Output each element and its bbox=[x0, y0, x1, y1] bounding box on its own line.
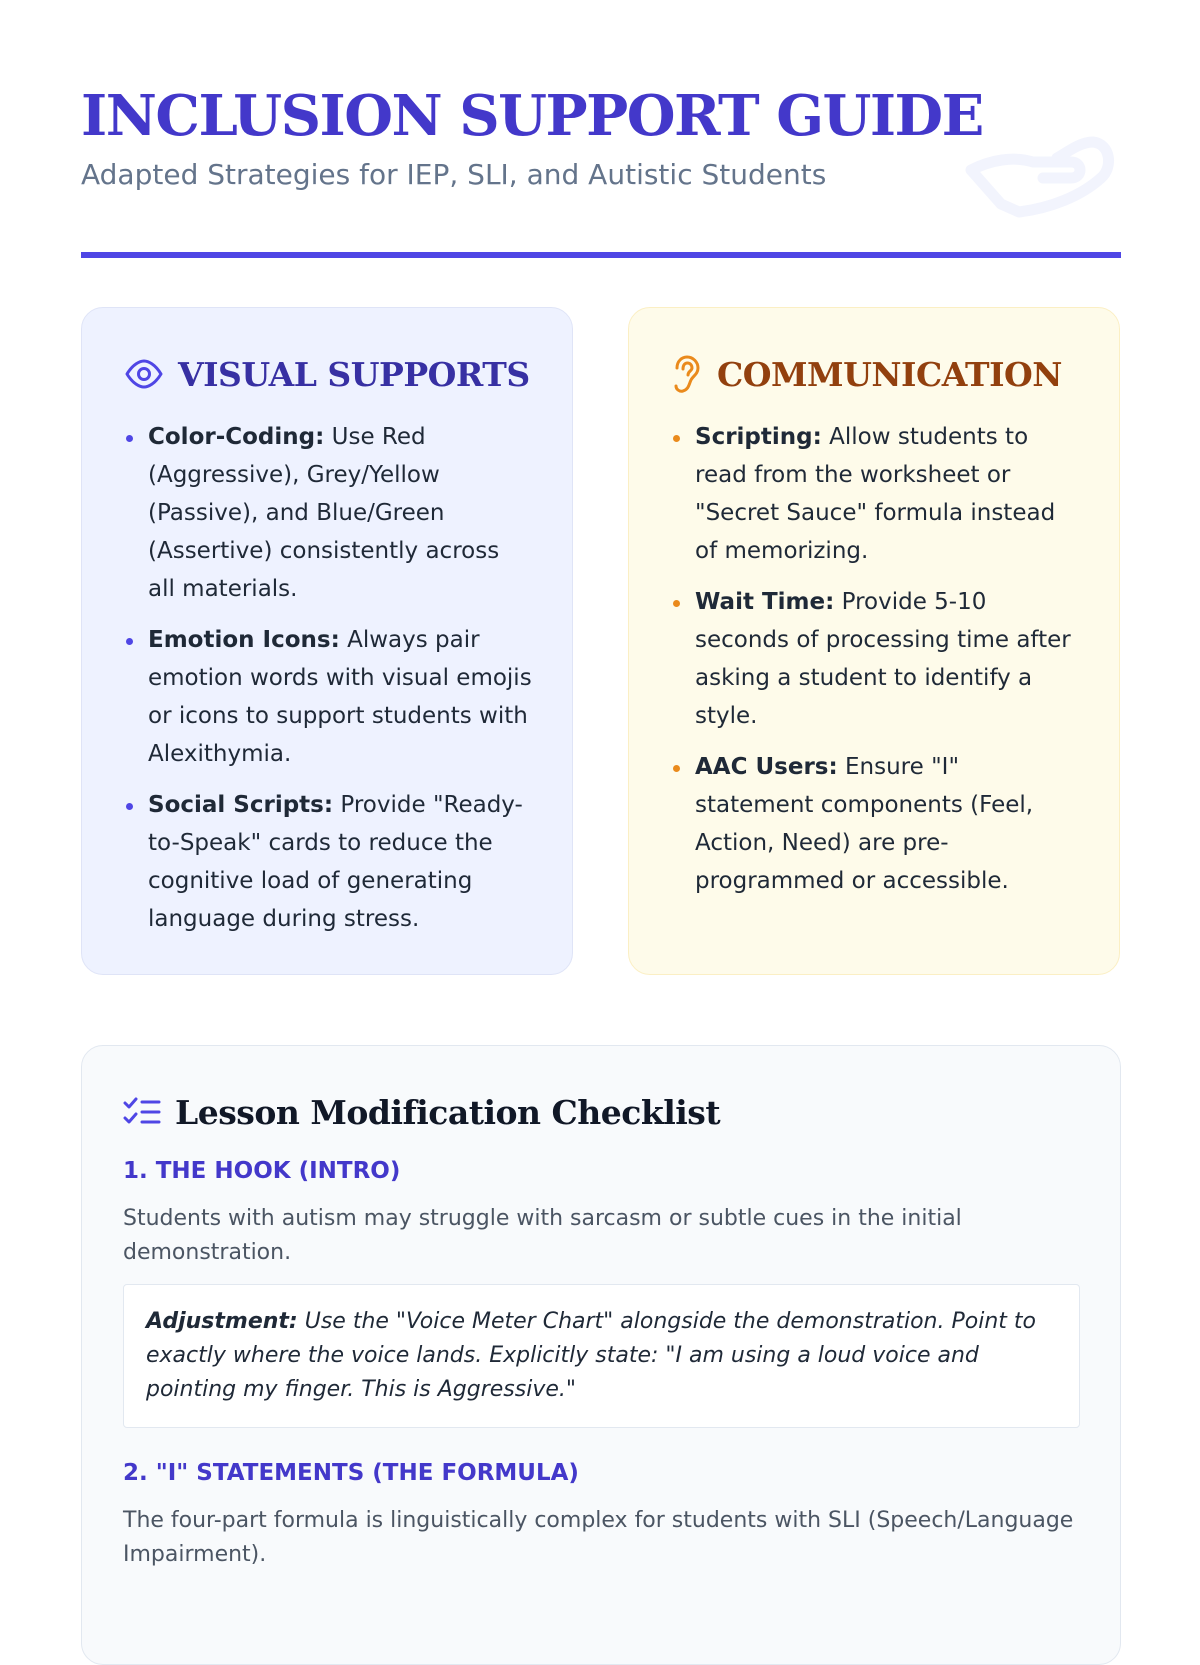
checklist-header bbox=[123, 1088, 1080, 1136]
adjustment-box bbox=[123, 1284, 1080, 1428]
helping-hand-icon bbox=[961, 112, 1121, 222]
page bbox=[81, 0, 1121, 1567]
item-text: Always pair emotion words with visual emojis or icons to support students with Alexithymia. bbox=[148, 627, 532, 767]
list-item bbox=[124, 621, 532, 773]
section-heading: 2. "I" STATEMENTS (THE FORMULA) bbox=[123, 1460, 579, 1486]
adjustment-label: Adjustment: bbox=[146, 1309, 298, 1334]
support-cards bbox=[81, 307, 1121, 977]
card-header bbox=[671, 352, 1079, 396]
list-item bbox=[671, 418, 1079, 570]
checklist-section-i-statements bbox=[123, 1458, 1080, 1572]
checklist-section-hook bbox=[123, 1156, 1080, 1428]
adjustment-text: Use the "Voice Meter Chart" alongside the demonstration. Point to exactly where the voice lands. Explicitly state: "I am using a loud voice and pointing my finger. This is Aggressive." bbox=[146, 1309, 1036, 1402]
page-subtitle: Adapted Strategies for IEP, SLI, and Autistic Students bbox=[81, 158, 827, 191]
item-label: Wait Time: bbox=[695, 589, 835, 615]
list-item bbox=[671, 583, 1079, 735]
item-text: Provide 5-10 seconds of processing time after asking a student to identify a style. bbox=[695, 589, 1071, 729]
checklist-title: Lesson Modification Checklist bbox=[175, 1092, 721, 1132]
bullet-list bbox=[671, 418, 1079, 900]
lesson-modification-checklist bbox=[81, 1045, 1121, 1665]
item-label: Color-Coding: bbox=[148, 424, 325, 450]
bullet-list bbox=[124, 418, 532, 938]
item-label: Scripting: bbox=[695, 424, 822, 450]
header bbox=[81, 0, 1121, 252]
item-text: Use Red (Aggressive), Grey/Yellow (Passive), and Blue/Green (Assertive) consistently across all materials. bbox=[148, 424, 500, 602]
item-label: AAC Users: bbox=[695, 754, 838, 780]
list-item bbox=[124, 418, 532, 608]
ear-icon bbox=[671, 354, 703, 394]
page-title: INCLUSION SUPPORT GUIDE bbox=[81, 83, 983, 149]
item-label: Emotion Icons: bbox=[148, 627, 340, 653]
card-visual-supports bbox=[81, 307, 573, 975]
header-rule bbox=[81, 252, 1121, 258]
card-communication bbox=[628, 307, 1120, 975]
list-item bbox=[124, 786, 532, 938]
eye-icon bbox=[124, 359, 164, 389]
section-description: The four-part formula is linguistically complex for students with SLI (Speech/Language Impairment). bbox=[123, 1508, 1074, 1567]
card-title: VISUAL SUPPORTS bbox=[178, 354, 530, 394]
card-title: COMMUNICATION bbox=[717, 354, 1062, 394]
card-header bbox=[124, 352, 532, 396]
checklist-icon bbox=[123, 1096, 161, 1128]
list-item bbox=[671, 748, 1079, 900]
item-text: Allow students to read from the worksheet or "Secret Sauce" formula instead of memorizing. bbox=[695, 424, 1056, 564]
item-text: Provide "Ready-to-Speak" cards to reduce the cognitive load of generating language during stress. bbox=[148, 792, 523, 932]
section-description: Students with autism may struggle with sarcasm or subtle cues in the initial demonstration. bbox=[123, 1206, 962, 1265]
section-heading: 1. THE HOOK (INTRO) bbox=[123, 1158, 401, 1184]
item-label: Social Scripts: bbox=[148, 792, 334, 818]
item-text: Ensure "I" statement components (Feel, Action, Need) are pre-programmed or accessible. bbox=[695, 754, 1034, 894]
